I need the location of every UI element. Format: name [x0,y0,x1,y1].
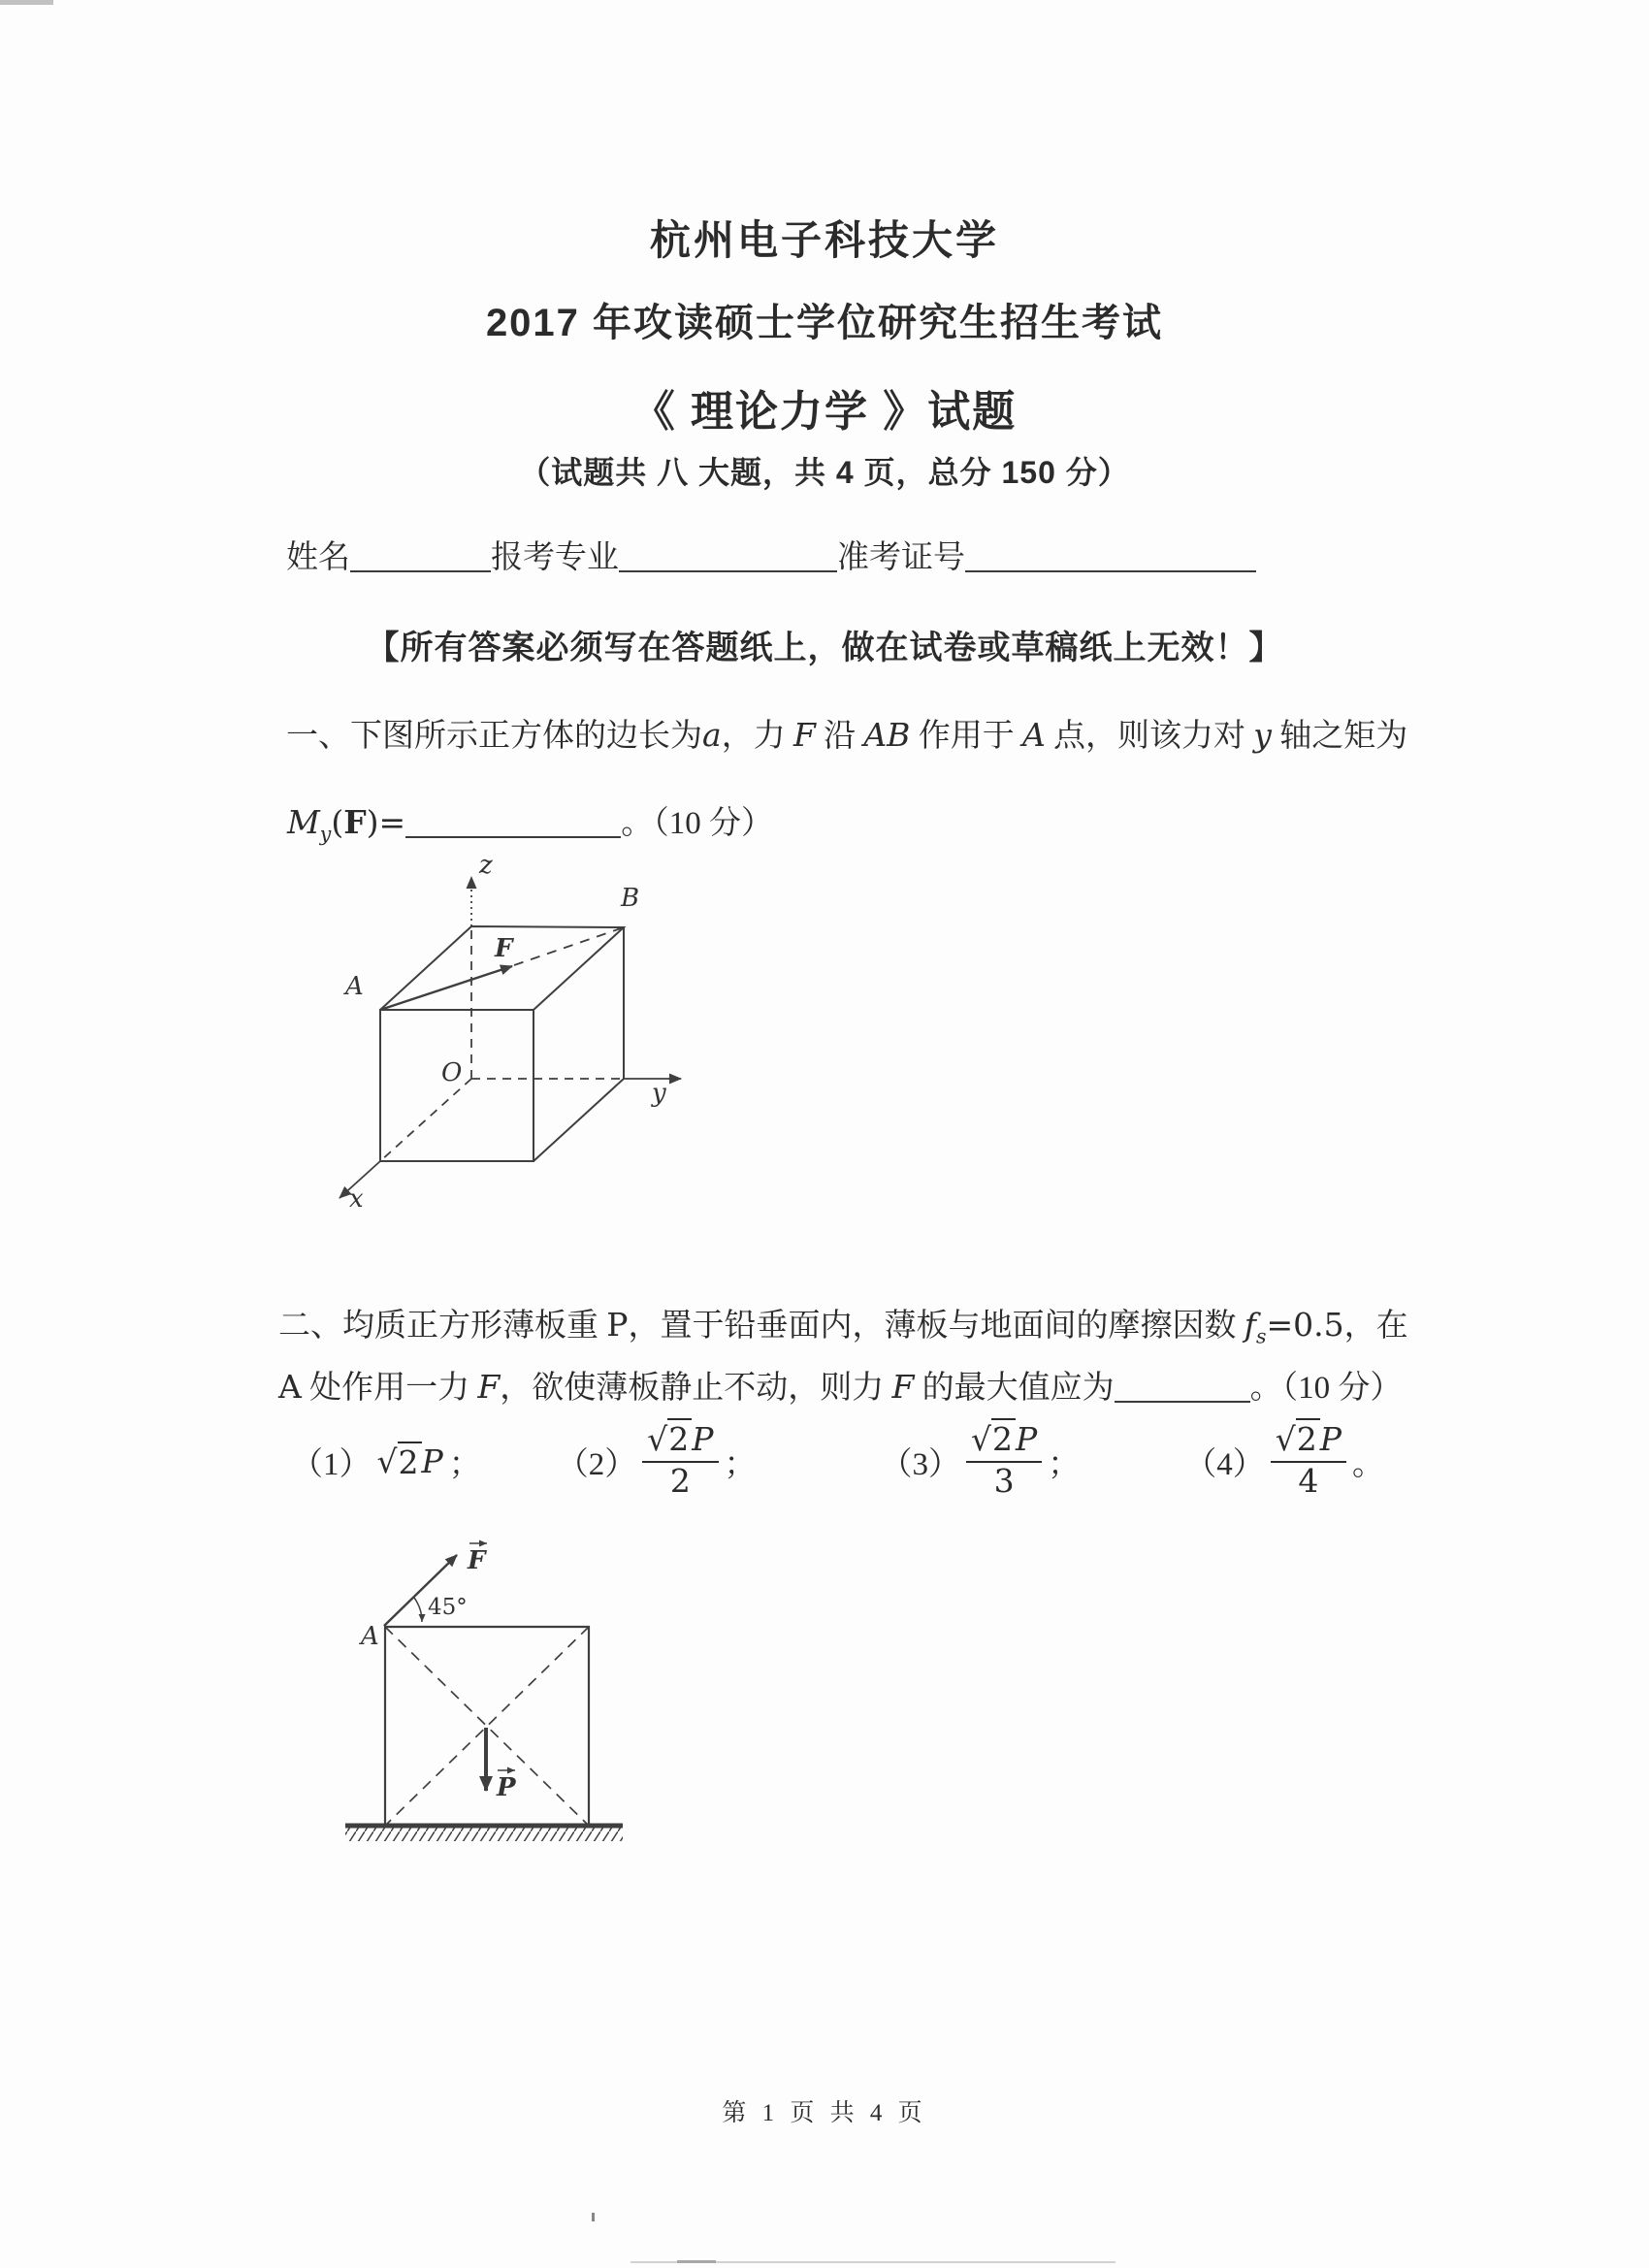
option-4: （4） $\frac{√2P}{4}$ 。 [1184,1420,1384,1500]
q1-text: 一、下图所示正方体的边长为 [286,719,702,754]
math-var-a: a [702,716,722,754]
plate-labels [359,1546,517,1802]
label-force-F: F [468,1546,486,1575]
option-2: （2） $\frac{√2P}{2}$ ； [556,1420,757,1500]
radical-sign: √ [376,1442,398,1480]
ticket-label: 准考证号 [837,538,965,574]
name-label: 姓名 [286,538,350,574]
math-var-F: F [792,716,816,754]
label-point-B: B [621,884,640,913]
math-var-My: M [287,803,320,841]
fraction: $\frac{√2P}{2}$ [642,1423,718,1498]
page-number: 第 1 页 共 4 页 [722,2100,927,2126]
scan-artifact-bottom-line-dark [677,2260,716,2263]
math-var-P: P [606,1306,629,1344]
math-var-y: y [1253,716,1272,754]
plate-figure [330,1533,650,1867]
label-force-F: F [495,934,513,963]
question-2-line2: A 处作用一力 F，欲使薄板静止不动，则力 F 的最大值应为 。（10 分） [278,1368,1403,1406]
fraction: $\frac{√2P}{4}$ [1271,1423,1346,1498]
major-blank [619,538,837,572]
major-label: 报考专业 [491,538,619,574]
scan-artifact-top-left [0,0,53,5]
label-z-axis: z [479,852,493,880]
q2-options-row [291,1414,1384,1507]
candidate-info-line [286,532,1256,577]
math-var-A: A [1021,716,1046,754]
math-var-F2: F [477,1368,501,1406]
cube-axes [340,877,681,1198]
math-var-F3: F [891,1368,915,1406]
page-title: 杭州电子科技大学 [649,217,999,263]
label-origin-O: O [441,1058,463,1087]
cube-labels [343,852,666,1214]
label-angle-45: 45° [428,1595,468,1620]
option-3: （3） $\frac{√2P}{3}$ ； [880,1420,1081,1500]
option-2-label: （2） [556,1446,637,1482]
math-var-AB: AB [863,716,911,754]
q1-points: 。（10 分） [621,806,773,841]
question-2-line1: 二、均质正方形薄板重 P，置于铅垂面内，薄板与地面间的摩擦因数 $f_s=0.5$，在 [278,1306,1408,1348]
label-y-axis: y [652,1079,666,1108]
math-bold-F: F [343,803,367,841]
axis-x-hidden [380,1079,471,1161]
radical-sign: √ [647,1420,668,1459]
plate-diagonals [385,1627,589,1826]
exam-meta-line: （试题共 八 大题，共 4 页，总分 150 分） [519,455,1130,490]
force-F-arrow [380,966,512,1010]
q2-points: 。（10 分） [1249,1371,1403,1406]
name-blank [350,538,491,572]
cube-right-edges [534,927,624,1161]
q2-answer-blank [1115,1369,1250,1403]
q2-text: 二、均质正方形薄板重 [278,1309,607,1344]
math-var-A2: A [278,1368,302,1406]
label-point-A: A [361,1622,379,1651]
scan-artifact-dot [592,2213,595,2221]
option-3-label: （3） [880,1446,960,1482]
label-x-axis: x [349,1184,364,1214]
math-var-fs: f [1244,1306,1256,1344]
ticket-blank [965,538,1256,572]
option-1: （1） √ 2 P ； [291,1439,481,1484]
angle-arc [414,1598,422,1622]
option-4-label: （4） [1184,1446,1265,1482]
subject-title: 《 理论力学 》试题 [631,388,1018,436]
q1-answer-blank [405,804,621,838]
exam-session-title: 2017 年攻读硕士学位研究生招生考试 [485,302,1164,344]
label-weight-P: P [497,1773,516,1802]
question-1-answer-line: $M_y(F)=$ 。（10 分） [287,803,773,846]
cube-figure [320,852,708,1232]
option-1-label: （1） [291,1446,372,1482]
radical-sign: √ [971,1420,992,1459]
question-1-text: 一、下图所示正方体的边长为a，力 F 沿 AB 作用于 A 点，则该力对 y 轴之矩为 [286,716,1408,754]
answer-sheet-notice: 【所有答案必须写在答题纸上，做在试卷或草稿纸上无效！】 [366,630,1283,666]
radical-sign: √ [1275,1420,1296,1459]
label-point-A: A [345,972,364,1001]
line-AB-dashed [514,927,624,965]
fraction: $\frac{√2P}{3}$ [966,1423,1042,1498]
ground-hatching [345,1828,623,1841]
